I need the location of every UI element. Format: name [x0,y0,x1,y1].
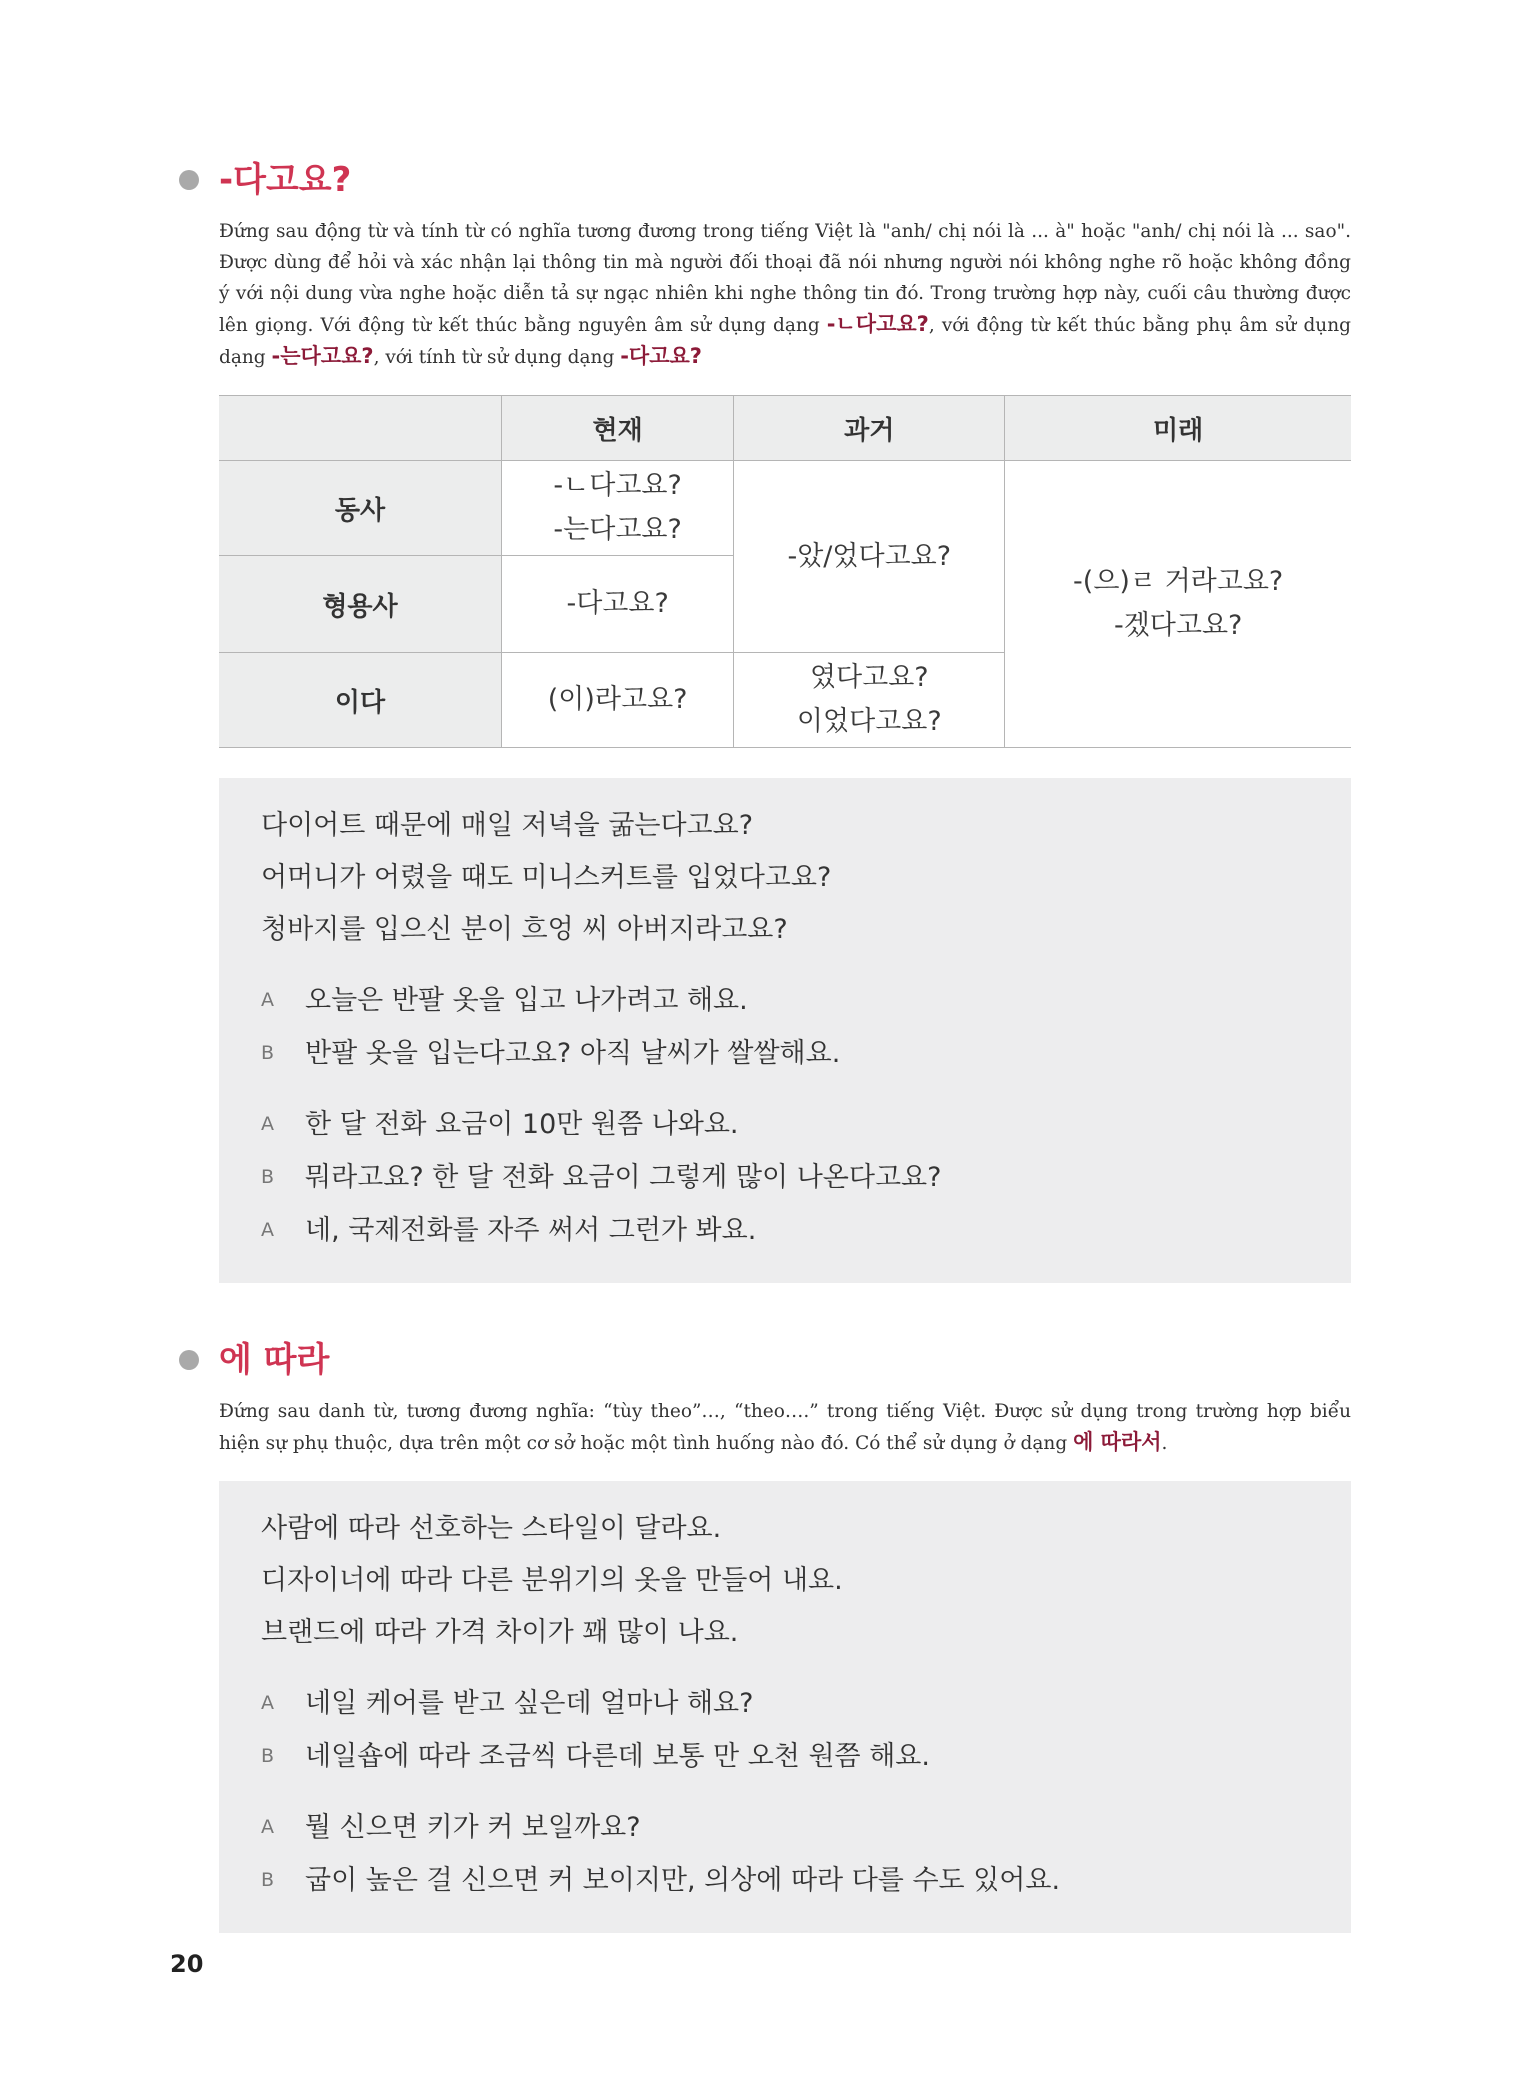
dialogue-text: 네일숍에 따라 조금씩 다른데 보통 만 오천 원쯤 해요. [305,1741,930,1772]
dialogue-text: 오늘은 반팔 옷을 입고 나가려고 해요. [305,985,748,1016]
speaker-label: A [261,1816,274,1838]
row-label-verb: 동사 [219,461,502,556]
dialogue-text: 네, 국제전화를 자주 써서 그런가 봐요. [305,1215,757,1246]
cell-past-shared: -았/었다고요? [734,461,1005,653]
section-title-text: -다고요? [219,160,352,200]
cell-line: 였다고요? [809,662,929,693]
dialogue-line [261,1854,1309,1907]
dialogue-group [261,974,1309,1080]
cell-adjective-present: -다고요? [502,556,734,653]
speaker-label: B [261,1745,275,1767]
form-highlight: 에 따라서 [1073,1430,1162,1454]
dialogue-text: 네일 케어를 받고 싶은데 얼마나 해요? [305,1688,754,1719]
speaker-label: B [261,1869,275,1891]
cell-line: -는다고요? [553,514,682,545]
bullet-icon [179,1350,199,1370]
row-label-adjective: 형용사 [219,556,502,653]
dialogue-line [261,974,1309,1027]
desc-text: . [1161,1433,1168,1454]
example-sentence: 어머니가 어렸을 때도 미니스커트를 입었다고요? [261,862,832,893]
example-sentence: 사람에 따라 선호하는 스타일이 달라요. [261,1513,722,1544]
dialogue-line [261,1730,1309,1783]
cell-line: -(으)ㄹ 거라고요? [1073,566,1284,597]
cell-ida-past [734,653,1005,748]
grammar-section-dagoyo [219,150,1351,1283]
speaker-label: B [261,1166,275,1188]
header-future: 미래 [1005,396,1351,461]
dialogue-line [261,1027,1309,1080]
dialogue-text: 반팔 옷을 입는다고요? 아직 날씨가 쌀쌀해요. [305,1038,841,1069]
bullet-icon [179,170,199,190]
desc-text: , với động từ kết thúc bằng phụ âm sử dụng dạng [219,315,1351,368]
form-highlight: -는다고요? [271,344,374,368]
table-corner-cell [219,396,502,461]
section-title [219,150,1351,210]
dialogue-line [261,1801,1309,1854]
header-present: 현재 [502,396,734,461]
speaker-label: A [261,1692,274,1714]
dialogue-line [261,1151,1309,1204]
section-description [219,216,1351,373]
example-sentence: 청바지를 입으신 분이 흐엉 씨 아버지라고요? [261,914,788,945]
desc-text: Đứng sau động từ và tính từ có nghĩa tương đương trong tiếng Việt là "anh/ chị nói là ... à" hoặc "anh/ chị nói là ... sao". Được dùng để hỏi và xác nhận lại thông tin mà người đối thoại đã nói nhưng người nói không nghe rõ hoặc không đồng ý với nội dung vừa nghe hoặc diễn tả sự ngạc nhiên khi nghe thông tin đó. Trong trường hợp này, cuối câu thường được lên giọng. Với động từ kết thúc bằng nguyên âm sử dụng dạng [219,221,1351,336]
dialogue-line [261,1204,1309,1257]
table-row-verb [219,461,1351,556]
speaker-label: A [261,989,274,1011]
dialogue-group [261,1098,1309,1257]
cell-line: -ㄴ다고요? [553,470,682,501]
section-title-text: 에 따라 [219,1340,330,1380]
conjugation-table [219,395,1351,748]
table-header-row [219,396,1351,461]
speaker-label: A [261,1113,274,1135]
example-sentence: 다이어트 때문에 매일 저녁을 굶는다고요? [261,810,754,841]
cell-future [1005,461,1351,748]
form-highlight: -다고요? [620,344,702,368]
dialogue-text: 한 달 전화 요금이 10만 원쯤 나와요. [305,1109,739,1140]
speaker-label: A [261,1219,274,1241]
dialogue-group [261,1677,1309,1783]
example-box [219,1481,1351,1933]
cell-verb-present [502,461,734,556]
example-sentence: 디자이너에 따라 다른 분위기의 옷을 만들어 내요. [261,1565,843,1596]
cell-line: 이었다고요? [796,706,942,737]
section-title [219,1330,1351,1390]
dialogue-text: 굽이 높은 걸 신으면 커 보이지만, 의상에 따라 다를 수도 있어요. [305,1865,1061,1896]
dialogue-line [261,1098,1309,1151]
form-highlight: -ㄴ다고요? [826,312,929,336]
dialogue-group [261,1801,1309,1907]
speaker-label: B [261,1042,275,1064]
dialogue-text: 뭐라고요? 한 달 전화 요금이 그렇게 많이 나온다고요? [305,1162,942,1193]
section-description [219,1396,1351,1459]
header-past: 과거 [734,396,1005,461]
page-number: 20 [170,1950,204,1978]
desc-text: , với tính từ sử dụng dạng [373,347,621,368]
cell-line: -겠다고요? [1113,610,1243,641]
dialogue-text: 뭘 신으면 키가 커 보일까요? [305,1812,641,1843]
example-box [219,778,1351,1283]
example-sentence: 브랜드에 따라 가격 차이가 꽤 많이 나요. [261,1617,739,1648]
dialogue-line [261,1677,1309,1730]
grammar-section-e-ttara [219,1330,1351,1933]
desc-text: Đứng sau danh từ, tương đương nghĩa: “tùy theo”…, “theo….” trong tiếng Việt. Được sử dụng trong trường hợp biểu hiện sự phụ thuộc, dựa trên một cơ sở hoặc một tình huống nào đó. Có thể sử dụng ở dạng [219,1401,1351,1454]
row-label-ida: 이다 [219,653,502,748]
cell-ida-present: (이)라고요? [502,653,734,748]
